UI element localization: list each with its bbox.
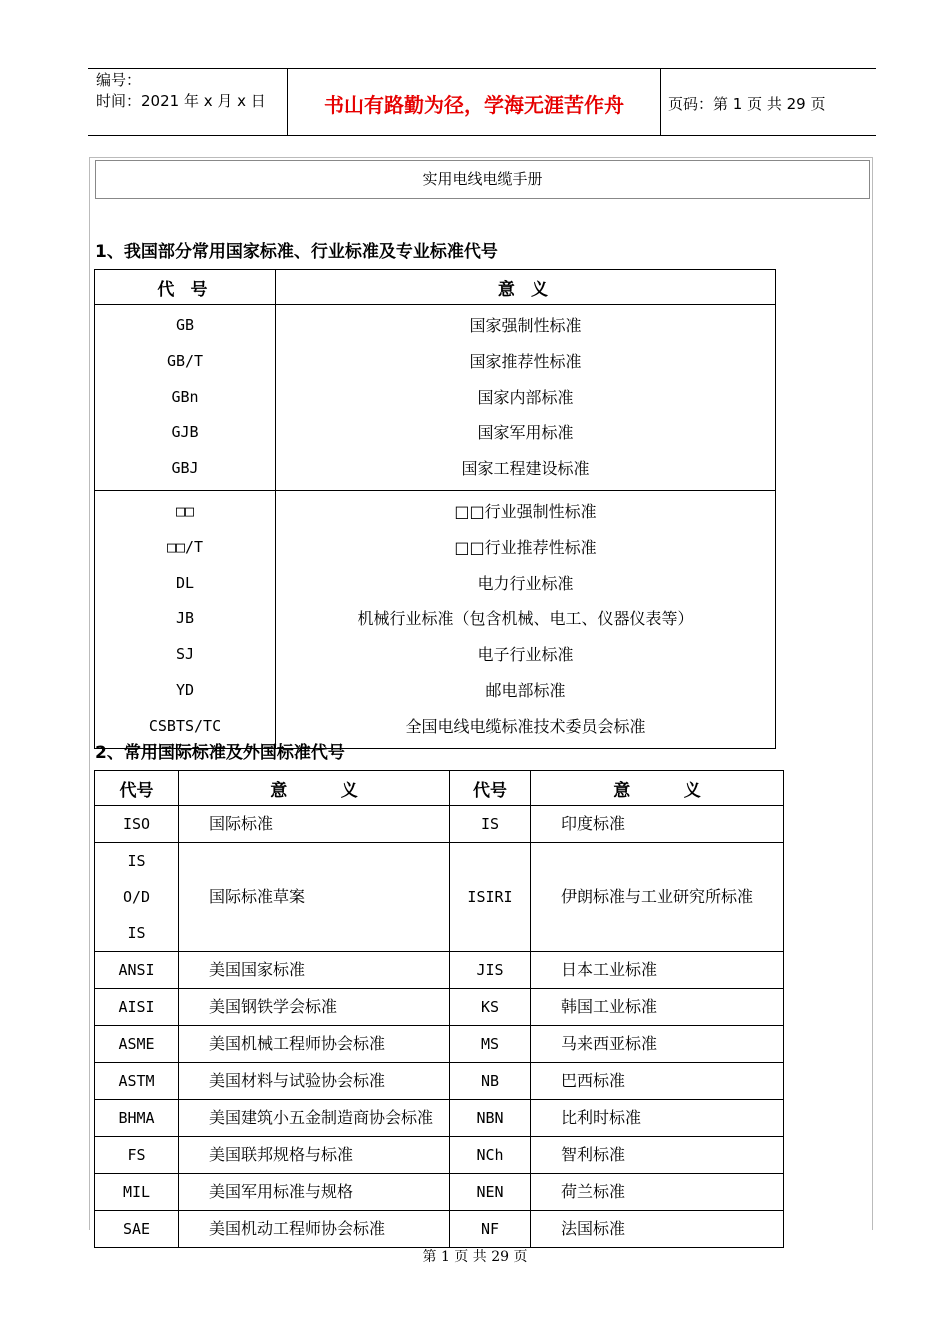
table-row-group — [95, 490, 776, 748]
code-cell — [95, 305, 276, 491]
standard-code: SJ — [175, 645, 195, 664]
standard-code: MIL — [95, 1174, 179, 1211]
standard-code: JB — [175, 609, 195, 628]
standard-meaning: 韩国工业标准 — [531, 989, 784, 1026]
standard-meaning: 机械行业标准（包含机械、电工、仪器仪表等） — [357, 609, 694, 629]
standard-meaning: □□行业强制性标准 — [454, 501, 597, 521]
standard-meaning: 国际标准 — [179, 806, 450, 843]
standard-code: NF — [450, 1211, 531, 1248]
standard-meaning: 比利时标准 — [531, 1100, 784, 1137]
standard-code: AISI — [95, 989, 179, 1026]
standard-meaning: 伊朗标准与工业研究所标准 — [531, 843, 784, 952]
standard-code: KS — [450, 989, 531, 1026]
standard-code: CSBTS/TC — [148, 716, 222, 735]
column-header: 代 号 — [95, 270, 276, 305]
international-standards-table — [94, 770, 784, 1248]
standard-code: □□ — [175, 501, 195, 520]
standard-meaning: 美国建筑小五金制造商协会标准 — [179, 1100, 450, 1137]
standard-code: GBn — [171, 387, 199, 406]
column-header: 意 义 — [276, 270, 776, 305]
standard-code: ISO/DIS — [95, 843, 179, 952]
table-row — [95, 1137, 784, 1174]
header-divider — [660, 68, 661, 136]
standard-meaning: 邮电部标准 — [485, 680, 566, 700]
standard-meaning: 国家内部标准 — [477, 387, 574, 407]
standard-meaning: 美国材料与试验协会标准 — [179, 1063, 450, 1100]
column-header: 意 义 — [531, 771, 784, 806]
standard-meaning: 美国钢铁学会标准 — [179, 989, 450, 1026]
standard-code: ANSI — [95, 952, 179, 989]
standard-code: ISO — [95, 806, 179, 843]
standard-meaning: □□行业推荐性标准 — [454, 537, 597, 557]
standard-code: NEN — [450, 1174, 531, 1211]
standard-code: SAE — [95, 1211, 179, 1248]
standard-meaning: 美国机械工程师协会标准 — [179, 1026, 450, 1063]
meaning-cell — [276, 490, 776, 748]
standard-meaning: 国家推荐性标准 — [469, 351, 582, 371]
table-row — [95, 1211, 784, 1248]
standard-code: NBN — [450, 1100, 531, 1137]
standard-code: FS — [95, 1137, 179, 1174]
table-row — [95, 1174, 784, 1211]
table-header-row — [95, 771, 784, 806]
standard-code: GBJ — [171, 459, 199, 478]
document-time: 时间：2021 年 x 月 x 日 — [96, 92, 266, 110]
code-cell — [95, 490, 276, 748]
standard-meaning: 美国联邦规格与标准 — [179, 1137, 450, 1174]
standard-meaning: 国家军用标准 — [477, 423, 574, 443]
standard-meaning: 全国电线电缆标准技术委员会标准 — [405, 716, 646, 736]
standard-code: ISIRI — [450, 843, 531, 952]
standard-meaning: 美国机动工程师协会标准 — [179, 1211, 450, 1248]
document-title: 实用电线电缆手册 — [95, 160, 870, 199]
standard-meaning: 印度标准 — [531, 806, 784, 843]
standard-code: IS — [450, 806, 531, 843]
standard-code: NB — [450, 1063, 531, 1100]
standard-meaning: 电力行业标准 — [477, 573, 574, 593]
standard-meaning: 电子行业标准 — [477, 645, 574, 665]
standard-meaning: 国际标准草案 — [179, 843, 450, 952]
table-row — [95, 1100, 784, 1137]
header-motto: 书山有路勤为径，学海无涯苦作舟 — [324, 93, 624, 117]
table-row — [95, 843, 784, 952]
table-header-row — [95, 270, 776, 305]
standard-code: JIS — [450, 952, 531, 989]
standard-meaning: 美国国家标准 — [179, 952, 450, 989]
column-header: 代号 — [450, 771, 531, 806]
standard-code: YD — [175, 680, 195, 699]
table-row — [95, 1026, 784, 1063]
standard-code: ASME — [95, 1026, 179, 1063]
standard-meaning: 国家工程建设标准 — [461, 459, 590, 479]
document-number: 编号： — [96, 71, 142, 89]
standard-code: ASTM — [95, 1063, 179, 1100]
domestic-standards-table — [94, 269, 776, 749]
standard-code: DL — [175, 573, 195, 592]
table-row — [95, 806, 784, 843]
standard-code: MS — [450, 1026, 531, 1063]
table-row — [95, 952, 784, 989]
standard-meaning: 巴西标准 — [531, 1063, 784, 1100]
standard-code: GB/T — [166, 351, 204, 370]
standard-meaning: 国家强制性标准 — [469, 316, 582, 335]
standard-meaning: 智利标准 — [531, 1137, 784, 1174]
standard-meaning: 法国标准 — [531, 1211, 784, 1248]
column-header: 代号 — [95, 771, 179, 806]
standard-code: NCh — [450, 1137, 531, 1174]
page-footer: 第 1 页 共 29 页 — [422, 1249, 528, 1265]
standard-code: □□/T — [166, 537, 204, 556]
section-1-title: 1、我国部分常用国家标准、行业标准及专业标准代号 — [95, 242, 498, 262]
header-bottom-rule — [88, 135, 876, 136]
header-top-rule — [88, 68, 876, 69]
standard-meaning: 日本工业标准 — [531, 952, 784, 989]
standard-code: GJB — [171, 423, 199, 442]
table-row-group — [95, 305, 776, 491]
header-meta — [96, 70, 266, 112]
column-header: 意 义 — [179, 771, 450, 806]
meaning-cell — [276, 305, 776, 491]
standard-meaning: 美国军用标准与规格 — [179, 1174, 450, 1211]
standard-meaning: 荷兰标准 — [531, 1174, 784, 1211]
section-2-title: 2、常用国际标准及外国标准代号 — [95, 743, 345, 763]
header-page-number: 页码：第 1 页 共 29 页 — [668, 95, 826, 113]
table-row — [95, 1063, 784, 1100]
standard-code: GB — [175, 316, 195, 334]
standard-meaning: 马来西亚标准 — [531, 1026, 784, 1063]
table-row — [95, 989, 784, 1026]
standard-code: BHMA — [95, 1100, 179, 1137]
